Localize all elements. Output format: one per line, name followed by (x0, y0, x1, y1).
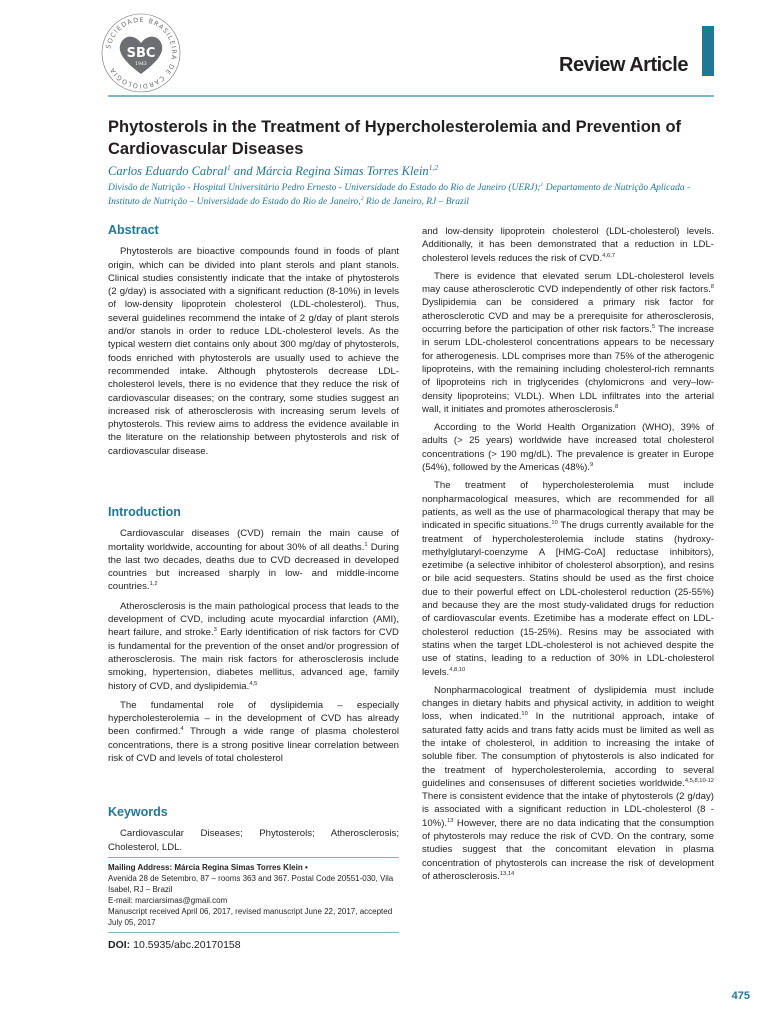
body-paragraph: Nonpharmacological treatment of dyslipidemia must include changes in dietary habits and physical activity, in addition to weight loss, when indicated.$^{10}$ In the nutritional approach, intake of saturated fatty acids and trans fatty acids must be limited as well as the intake of cholesterol, in addition to increasing the intake of soluble fiber. The consumption of phytosterols is also indicated for the treatment of hypercholesterolemia, according to several guidelines and consensuses of different societies worldwide.$^{4,5,8,10-12}$ There is consistent evidence that the intake of phytosterols (2 g/day) is associated with a significant reduction in LDL-cholesterol (8 - 10%).$^{13}$ However, there are no data indicating that the consumption of phytosterols may reduce the risk of CVD. On the contrary, some studies suggest that the concomitant elevation in plasma concentration of phytosterols can increase the risk of development of atherosclerosis.$^{13,14}$ (422, 684, 715, 882)
abstract-section (108, 224, 399, 464)
keywords-text: Cardiovascular Diseases; Phytosterols; Atherosclerosis; Cholesterol, LDL. (108, 828, 399, 853)
mailing-label: Mailing Address: Márcia Regina Simas Torres Klein (108, 863, 303, 872)
right-column (422, 225, 714, 888)
mailing-bullet: • (302, 863, 308, 872)
abstract-text: Phytosterols are bioactive compounds found in foods of plant origin, which can be divided into plant sterols and plant stanols. Clinical studies consistently indicate that the intake of phytosterols (2 g/day) is associated with a significant reduction (8-10%) in levels of low-density lipoprotein cholesterol (LDL-cholesterol). Thus, several guidelines recommend the intake of 2 g/day of plant sterols and/or stanols in order to reduce LDL-cholesterol levels. As the typical western diet contains only about 300 mg/day of phytosterols, foods enriched with phytosterols are usually used to achieve the recommended intake. Although phytosterols decrease LDL-cholesterol levels, there is no evidence that they reduce the risk of cardiovascular diseases; on the contrary, some studies suggest an increased risk of atherosclerosis with increasing serum levels of phytosterols. This review aims to address the evidence available in the literature on the relationship between phytosterols and risk of cardiovascular disease. (108, 246, 399, 457)
affiliation-sup: 2 (360, 195, 364, 202)
mailing-address (108, 857, 399, 928)
affiliation-text: Divisão de Nutrição - Hospital Universitário Pedro Ernesto - Universidade do Estado do Rio de Janeiro (UERJ); (108, 183, 541, 193)
intro-paragraph: Cardiovascular diseases (CVD) remain the main cause of mortality worldwide, accounting for about 30% of all deaths.$^1$ During the last two decades, deaths due to CVD decreased in developed countries but increased sharply in low- and middle-income countries.$^{1,2}$ (108, 528, 399, 593)
body-paragraph: and low-density lipoprotein cholesterol (LDL-cholesterol) levels. Additionally, it has been demonstrated that a reduction in LDL-cholesterol levels reduces the risk of CVD.$^{4,6,7}$ (422, 226, 714, 264)
author-list (108, 164, 708, 179)
introduction-heading: Introduction (108, 505, 181, 519)
body-paragraph: The treatment of hypercholesterolemia must include nonpharmacological measures, which are recommended for all patients, as well as the use of pharmacological therapy that may be indicated in specific situations.$^{10}$ The drugs currently available for the treatment of hypercholesterolemia include statins (hydroxy-methylglutaryl-coenzyme A [HMG-CoA] reductase inhibitors), ezetimibe (a selective inhibitor of cholesterol absorption), and resins or bile acid sequesters. Statins should be used as the first choice due to their powerful effect on LDL-cholesterol reduction (25-55%) and because they are the most study-validated drugs for reduction of cardiovascular events. Ezetimibe has a moderate effect on LDL-cholesterol reduction (15-25%). Resins may be associated with statins when the target LDL-cholesterol is not achieved despite the use of statins, leading to a reduction of 30% in LDL-cholesterol levels.$^{4,8,10}$ (422, 480, 714, 678)
logo-ring-text: SOCIEDADE BRASILEIRA DE CARDIOLOGIA (104, 15, 179, 91)
doi-value[interactable]: 10.5935/abc.20170158 (133, 939, 241, 951)
affiliation-sup: 1 (540, 181, 544, 188)
body-paragraph: There is evidence that elevated serum LDL-cholesterol levels may cause atherosclerotic CVD independently of other risk factors.$^8$ Dyslipidemia can be considered a primary risk factor for atherosclerotic CVD and may be a prerequisite for atherosclerosis, occurring before the participation of other risk factors.$^5$ The increase in serum LDL-cholesterol concentrations appears to be necessary for atherogenesis. LDL comprises more than 75% of the atherogenic lipoproteins, with the remaining including cholesterol-rich remnants of lipoproteins rich in triglycerides (chylomicrons and very–low-density lipoproteins; VLDL). When LDL infiltrates into the arterial wall, it initiates and promotes atherosclerosis.$^8$ (422, 270, 714, 415)
introduction-section (108, 506, 399, 771)
affiliation-text: Rio de Janeiro, RJ – Brazil (363, 197, 469, 207)
mailing-address-line: Avenida 28 de Setembro, 87 – rooms 363 and 367. Postal Code 20551-030, Vila Isabel, RJ – Brazil (108, 874, 394, 894)
keywords-heading: Keywords (108, 805, 168, 819)
body-paragraph: According to the World Health Organization (WHO), 39% of adults (> 25 years) worldwide have increased total cholesterol concentrations (> 190 mg/dL). The prevalence is greater in Europe (54%), followed by the Americas (48%).$^9$ (422, 422, 714, 474)
author-sup: 1,2 (428, 162, 439, 172)
logo-text: SBC (126, 46, 156, 61)
logo-year: 1943 (135, 62, 147, 67)
manuscript-dates: Manuscript received April 06, 2017, revised manuscript June 22, 2017, accepted July 05, 2017 (108, 907, 393, 927)
abstract-heading: Abstract (108, 223, 159, 237)
doi (108, 932, 399, 951)
sbc-logo (100, 12, 182, 94)
author-name: Carlos Eduardo Cabral (108, 164, 228, 178)
author-connector: and (230, 164, 256, 178)
mailing-email: E-mail: marciarsimas@gmail.com (108, 896, 228, 905)
article-title: Phytosterols in the Treatment of Hypercholesterolemia and Prevention of Cardiovascular Diseases (108, 118, 682, 158)
intro-paragraph: Atherosclerosis is the main pathological process that leads to the development of CVD, including acute myocardial infarction (AMI), heart failure, and stroke.$^3$ Early identification of risk factors for CVD is fundamental for the prevention of the onset and/or progression of atherosclerosis. The main risk factors for atherosclerosis include smoking, hypertension, diabetes mellitus, advanced age, family history of CVD, and dyslipidemia.$^{4,5}$ (108, 600, 399, 692)
intro-paragraph: The fundamental role of dyslipidemia – especially hypercholesterolemia – in the development of CVD has already been confirmed.$^4$ Through a wide range of plasma cholesterol concentrations, there is a strong positive linear correlation between risk of CVD and levels of total cholesterol (108, 699, 399, 765)
author-name: Márcia Regina Simas Torres Klein (255, 164, 429, 178)
author-sup: 1 (227, 162, 231, 172)
doi-label: DOI: (108, 939, 131, 951)
affiliations (108, 181, 708, 209)
keywords-section (108, 806, 399, 860)
page-number: 475 (731, 990, 750, 1002)
accent-bar (702, 26, 714, 76)
header-rule (108, 95, 714, 97)
article-type: Review Article (559, 54, 688, 76)
affiliation-text: Departamento de Nutrição Aplicada - Instituto de Nutrição – Universidade do Estado do Rio de Janeiro, (108, 183, 691, 207)
